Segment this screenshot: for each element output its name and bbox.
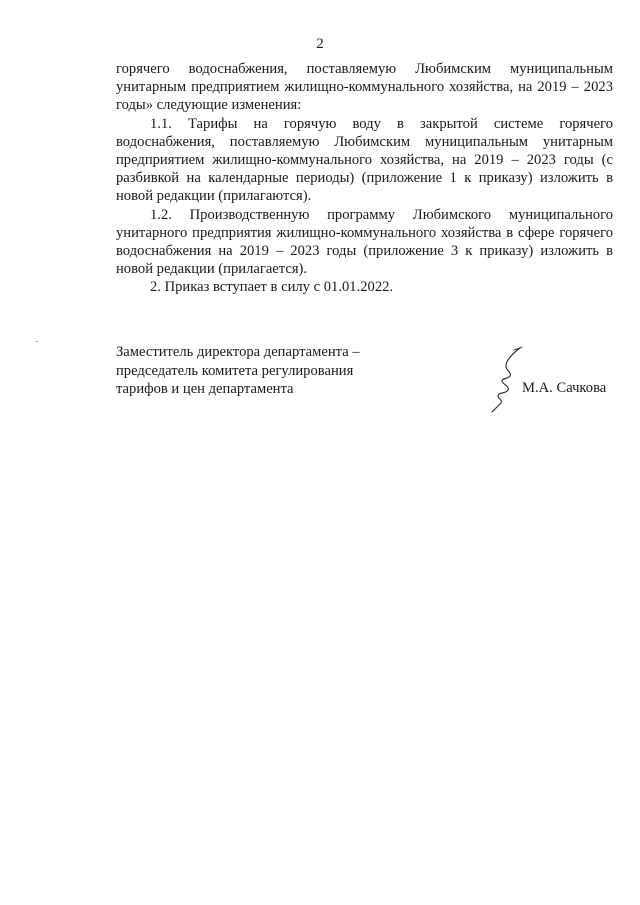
scan-speck: [36, 341, 38, 342]
page-number: 2: [316, 36, 324, 52]
document-body: [116, 60, 613, 297]
handwritten-signature: [484, 346, 524, 416]
paragraph-item-1-2: 1.2. Производственную программу Любимского муниципального унитарного предприятия жилищно-коммунального хозяйства в сфере горячего водоснабжения на 2019 – 2023 годы (приложение 3 к приказу) изложить в новой редакции (прилагается).: [116, 206, 613, 278]
paragraph-item-2: 2. Приказ вступает в силу с 01.01.2022.: [150, 279, 394, 296]
paragraph-item-1-1: 1.1. Тарифы на горячую воду в закрытой системе горячего водоснабжения, поставляемую Любимским муниципальным унитарным предприятием жилищно-коммунального хозяйства, на 2019 – 2023 годы (с разбивкой на календарные периоды) (приложение 1 к приказу) изложить в новой редакции (прилагаются).: [116, 115, 613, 205]
signatory-title: [116, 343, 416, 399]
signatory-name: М.А. Сачкова: [522, 380, 607, 396]
signatory-title-line: председатель комитета регулирования: [116, 362, 354, 379]
signatory-title-line: Заместитель директора департамента –: [116, 344, 360, 360]
signatory-title-line: тарифов и цен департамента: [116, 381, 294, 397]
paragraph-continuation: горячего водоснабжения, поставляемую Любимским муниципальным унитарным предприятием жилищно-коммунального хозяйства, на 2019 – 2023 годы» следующие изменения:: [116, 61, 613, 114]
